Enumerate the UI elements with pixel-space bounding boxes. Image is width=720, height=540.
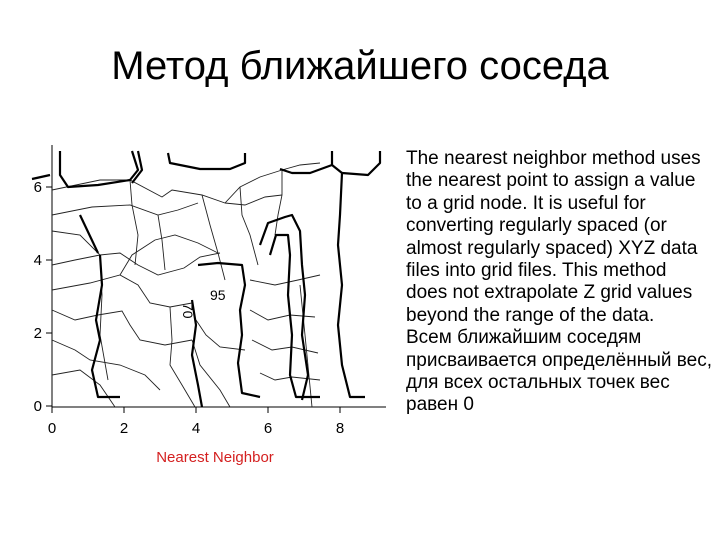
contour-label-95: 95 xyxy=(210,287,226,303)
x-tick-label: 6 xyxy=(263,420,273,437)
x-tick-label: 0 xyxy=(47,420,57,437)
paragraph-russian: Всем ближайшим соседям присваивается определённый вес, для всех остальных точек вес равен 0 xyxy=(406,327,712,416)
y-tick-label: 6 xyxy=(33,179,42,196)
slide-title: Метод ближайшего соседа xyxy=(111,44,609,88)
x-tick-label: 2 xyxy=(119,420,129,437)
y-tick-label: 2 xyxy=(33,325,42,342)
y-tick-label: 4 xyxy=(33,252,42,269)
paragraph-english: The nearest neighbor method uses the nearest point to assign a value to a grid node. It is useful for converting regularly spaced (or almost regularly spaced) XYZ data files into grid files. This method does not extrapolate Z grid values beyond the range of the data. xyxy=(406,148,701,326)
x-ticks xyxy=(52,407,340,413)
x-tick-label: 4 xyxy=(191,420,201,437)
contour-label-rotated: 70 xyxy=(180,303,196,319)
nearest-neighbor-plot xyxy=(20,135,400,475)
x-tick-label: 8 xyxy=(335,420,345,437)
nearest-neighbor-figure xyxy=(20,135,400,475)
contour-lines xyxy=(32,151,380,407)
y-ticks xyxy=(46,187,52,406)
slide-body-text xyxy=(406,148,712,417)
y-tick-label: 0 xyxy=(33,398,42,415)
figure-caption: Nearest Neighbor xyxy=(156,449,274,466)
